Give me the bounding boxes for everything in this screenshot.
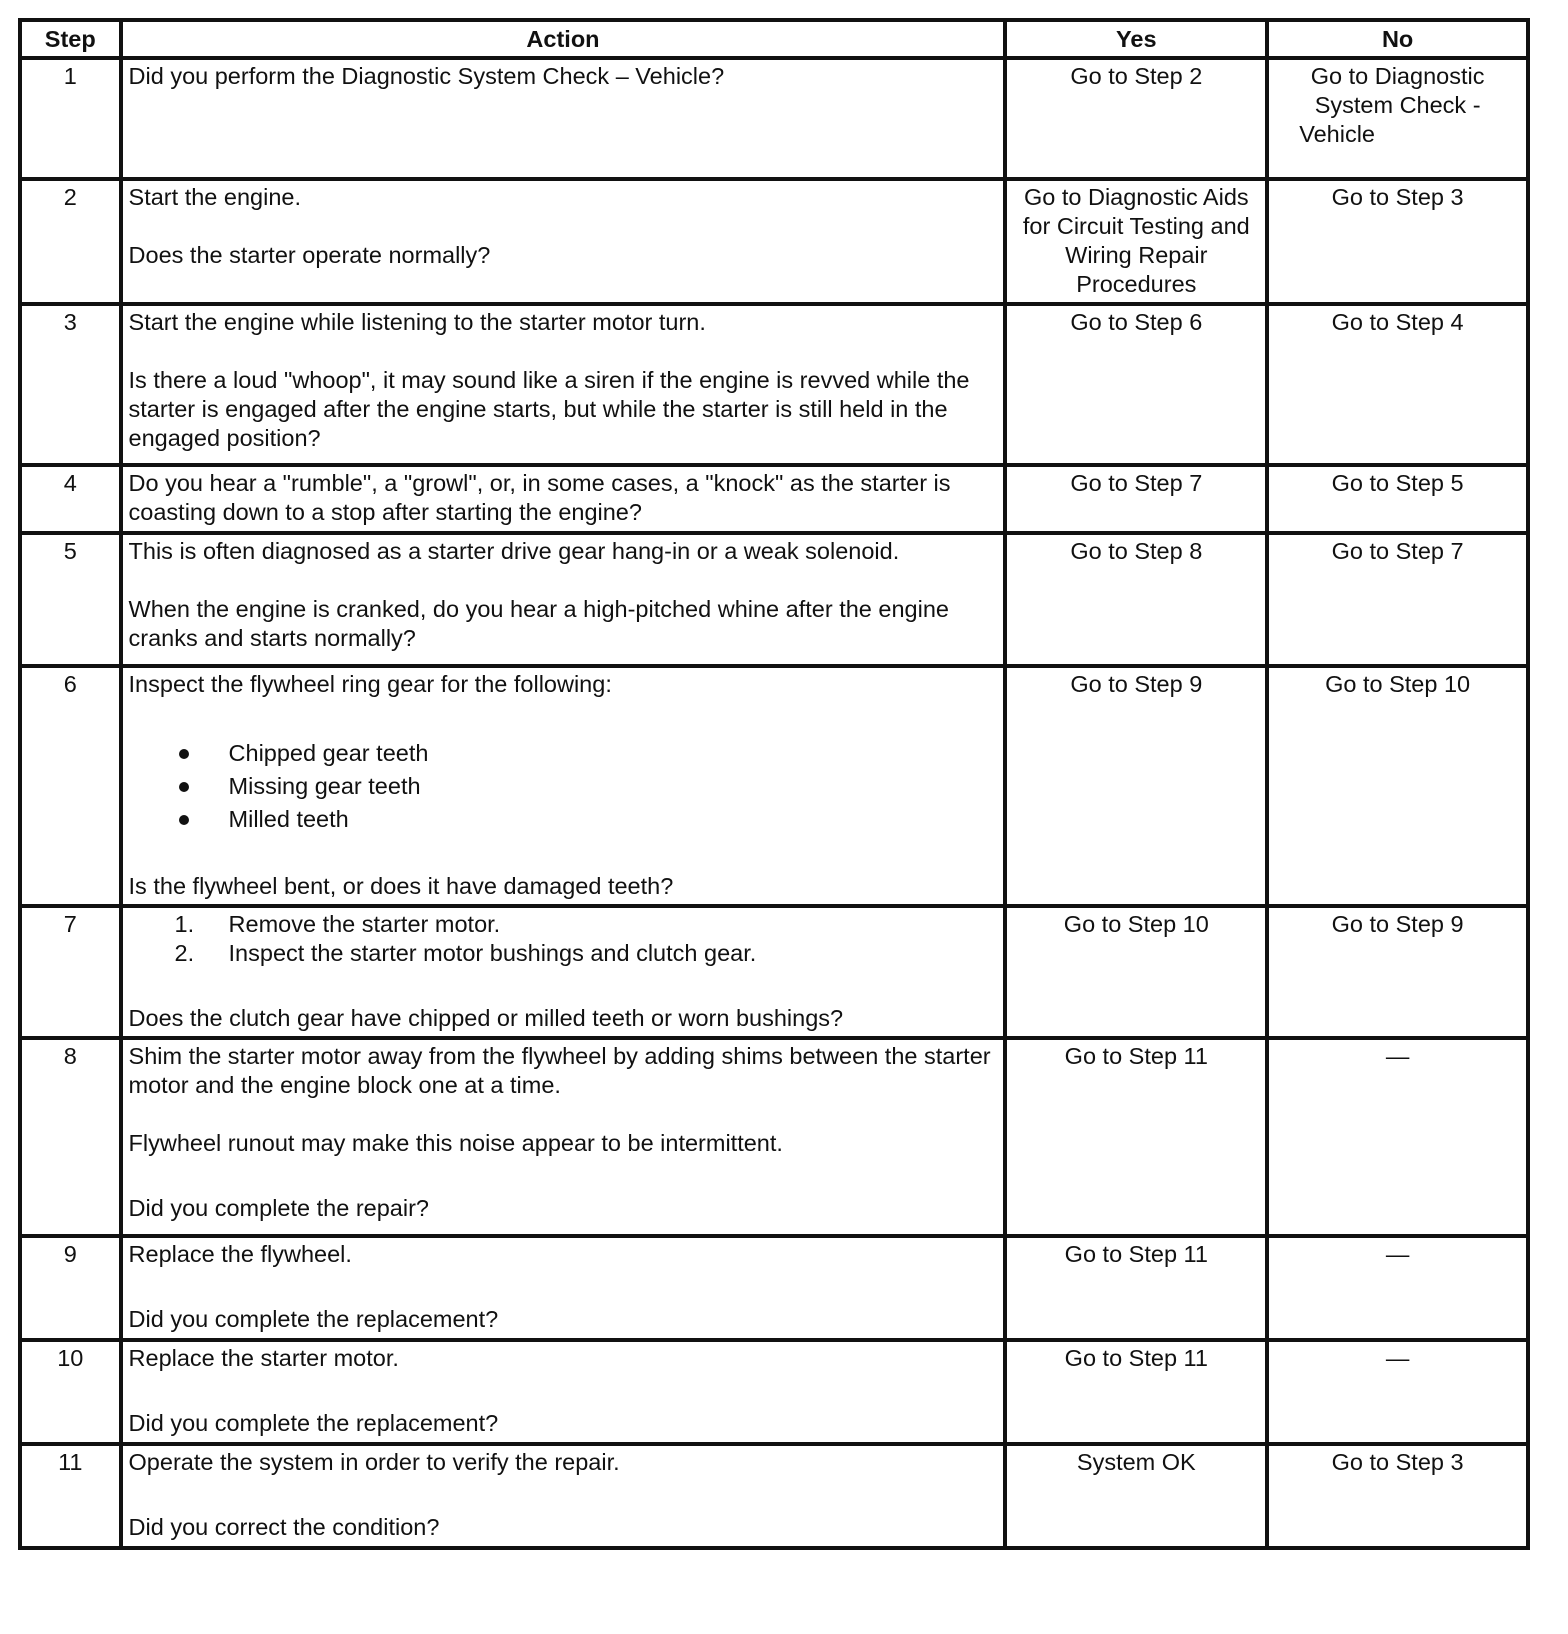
action-text: Flywheel runout may make this noise appear to be intermittent. xyxy=(128,1130,783,1156)
yes-cell: Go to Step 11 xyxy=(1005,1340,1267,1444)
action-cell xyxy=(121,1340,1006,1444)
table-row xyxy=(20,465,1528,533)
no-cell: Go to Step 4 xyxy=(1267,304,1528,465)
action-question: Does the clutch gear have chipped or milled teeth or worn bushings? xyxy=(128,1005,844,1031)
action-question: Does the starter operate normally? xyxy=(128,242,491,268)
step-number: 8 xyxy=(20,1038,121,1236)
no-cell: — xyxy=(1267,1236,1528,1340)
bullet-icon xyxy=(179,815,189,825)
step-number: 10 xyxy=(20,1340,121,1444)
action-cell xyxy=(121,666,1006,906)
numbered-list xyxy=(129,910,998,968)
table-row xyxy=(20,179,1528,304)
diagnostic-table xyxy=(18,18,1530,1550)
yes-text: Wiring Repair xyxy=(1065,242,1208,268)
action-cell xyxy=(121,465,1006,533)
step-number: 7 xyxy=(20,906,121,1038)
step-number: 1 xyxy=(20,58,121,179)
action-text: Shim the starter motor away from the flywheel by adding shims between the starter motor and the engine block one at a time. xyxy=(128,1043,991,1098)
yes-cell xyxy=(1005,179,1267,304)
action-text: Start the engine while listening to the starter motor turn. xyxy=(128,309,706,335)
action-cell xyxy=(121,304,1006,465)
no-cell: — xyxy=(1267,1038,1528,1236)
action-question: Did you correct the condition? xyxy=(128,1514,440,1540)
table-row xyxy=(20,58,1528,179)
step-number: 6 xyxy=(20,666,121,906)
action-text: Replace the flywheel. xyxy=(128,1241,352,1267)
action-text: This is often diagnosed as a starter drive gear hang-in or a weak solenoid. xyxy=(128,538,900,564)
list-item xyxy=(129,803,998,836)
list-item-label: Missing gear teeth xyxy=(228,773,421,799)
table-row xyxy=(20,1340,1528,1444)
no-cell xyxy=(1267,58,1528,179)
list-number: 1. xyxy=(174,911,195,937)
action-text: Start the engine. xyxy=(128,184,301,210)
no-cell: Go to Step 3 xyxy=(1267,179,1528,304)
no-cell: Go to Step 10 xyxy=(1267,666,1528,906)
no-cell: Go to Step 9 xyxy=(1267,906,1528,1038)
no-cell: Go to Step 5 xyxy=(1267,465,1528,533)
action-text: Replace the starter motor. xyxy=(128,1345,399,1371)
yes-cell: Go to Step 8 xyxy=(1005,533,1267,666)
list-item xyxy=(129,910,998,939)
yes-text: for Circuit Testing and xyxy=(1022,213,1250,239)
no-cell: — xyxy=(1267,1340,1528,1444)
list-item-label: Inspect the starter motor bushings and clutch gear. xyxy=(228,940,757,966)
action-question: Did you complete the replacement? xyxy=(128,1306,499,1332)
header-no: No xyxy=(1267,20,1528,58)
action-question: Did you complete the replacement? xyxy=(128,1410,499,1436)
action-cell xyxy=(121,1444,1006,1548)
no-text: System Check - xyxy=(1314,92,1481,118)
action-text: Inspect the flywheel ring gear for the following: xyxy=(128,671,612,697)
bullet-icon xyxy=(179,749,189,759)
yes-cell: Go to Step 2 xyxy=(1005,58,1267,179)
action-text: Operate the system in order to verify the repair. xyxy=(128,1449,620,1475)
action-cell xyxy=(121,1236,1006,1340)
table-row xyxy=(20,1444,1528,1548)
table-row xyxy=(20,906,1528,1038)
header-step: Step xyxy=(20,20,121,58)
action-text: Did you perform the Diagnostic System Check – Vehicle? xyxy=(128,63,725,89)
yes-cell: Go to Step 9 xyxy=(1005,666,1267,906)
action-question: When the engine is cranked, do you hear a high-pitched whine after the engine cranks and starts normally? xyxy=(128,596,949,651)
list-number: 2. xyxy=(174,940,195,966)
yes-text: Go to Diagnostic Aids xyxy=(1023,184,1249,210)
header-yes: Yes xyxy=(1005,20,1267,58)
yes-cell: Go to Step 11 xyxy=(1005,1038,1267,1236)
action-cell xyxy=(121,179,1006,304)
no-text: Vehicle xyxy=(1299,121,1375,147)
list-item-label: Milled teeth xyxy=(228,806,349,832)
bullet-icon xyxy=(179,782,189,792)
list-item xyxy=(129,939,998,968)
action-cell xyxy=(121,58,1006,179)
table-row xyxy=(20,533,1528,666)
list-item-label: Chipped gear teeth xyxy=(228,740,429,766)
action-cell xyxy=(121,906,1006,1038)
no-cell: Go to Step 3 xyxy=(1267,1444,1528,1548)
step-number: 4 xyxy=(20,465,121,533)
action-cell xyxy=(121,1038,1006,1236)
table-row xyxy=(20,1236,1528,1340)
action-cell xyxy=(121,533,1006,666)
step-number: 5 xyxy=(20,533,121,666)
bullet-list xyxy=(129,737,998,836)
list-item xyxy=(129,737,998,770)
table-row xyxy=(20,666,1528,906)
list-item xyxy=(129,770,998,803)
action-question: Did you complete the repair? xyxy=(128,1195,429,1221)
yes-cell: Go to Step 11 xyxy=(1005,1236,1267,1340)
table-row xyxy=(20,304,1528,465)
action-question: Is the flywheel bent, or does it have damaged teeth? xyxy=(128,873,674,899)
action-question: Is there a loud "whoop", it may sound like a siren if the engine is revved while the starter is engaged after the engine starts, but while the starter is still held in the engaged position? xyxy=(128,367,970,451)
list-item-label: Remove the starter motor. xyxy=(228,911,501,937)
yes-cell: Go to Step 6 xyxy=(1005,304,1267,465)
step-number: 3 xyxy=(20,304,121,465)
yes-text: Procedures xyxy=(1076,271,1197,297)
table-row xyxy=(20,1038,1528,1236)
yes-cell: Go to Step 10 xyxy=(1005,906,1267,1038)
yes-cell: Go to Step 7 xyxy=(1005,465,1267,533)
no-text: Go to Diagnostic xyxy=(1310,63,1485,89)
step-number: 2 xyxy=(20,179,121,304)
header-action: Action xyxy=(121,20,1006,58)
step-number: 11 xyxy=(20,1444,121,1548)
no-cell: Go to Step 7 xyxy=(1267,533,1528,666)
yes-cell: System OK xyxy=(1005,1444,1267,1548)
step-number: 9 xyxy=(20,1236,121,1340)
table-header-row xyxy=(20,20,1528,58)
action-question: Do you hear a "rumble", a "growl", or, in some cases, a "knock" as the starter is coasting down to a stop after starting the engine? xyxy=(128,470,951,525)
